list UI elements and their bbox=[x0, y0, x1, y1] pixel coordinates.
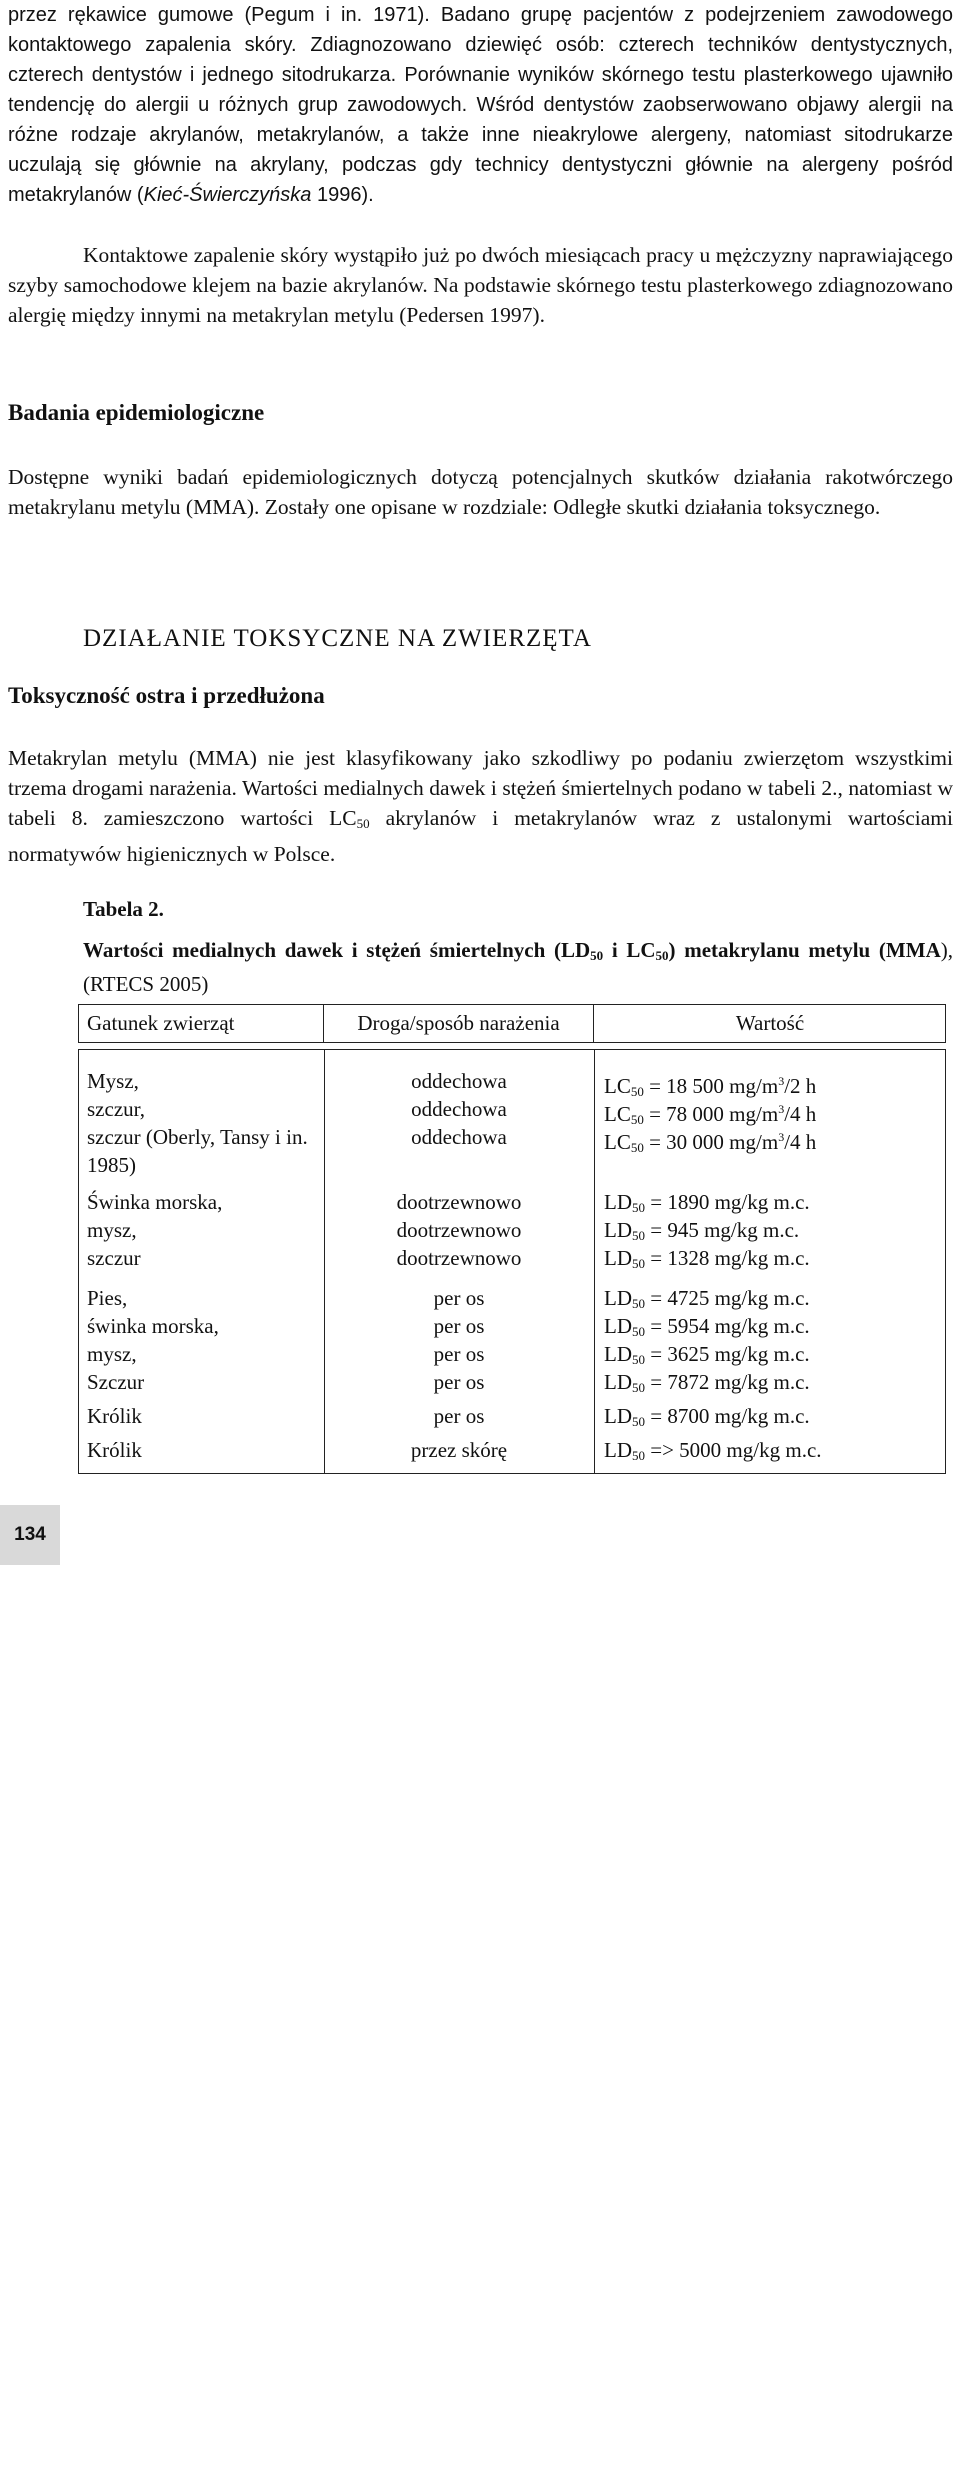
cell-species: świnka morska, bbox=[87, 1314, 219, 1338]
table-header-route: Droga/sposób narażenia bbox=[324, 1005, 594, 1042]
caption-source: ), (RTECS 2005) bbox=[83, 938, 953, 996]
page-number: 134 bbox=[14, 1524, 46, 1545]
value-prefix: LD bbox=[604, 1342, 632, 1366]
cell-species: mysz, bbox=[87, 1342, 137, 1366]
cell-route: oddechowa bbox=[411, 1097, 507, 1121]
value-value: = 1890 mg/kg m.c. bbox=[645, 1190, 810, 1214]
cell-value bbox=[594, 1123, 946, 1162]
value-sub: 50 bbox=[632, 1200, 645, 1215]
value-tail: /4 h bbox=[784, 1102, 817, 1126]
paragraph-text-end: 1996). bbox=[311, 184, 374, 206]
value-sub: 50 bbox=[630, 1084, 644, 1099]
value-sup: 3 bbox=[778, 1130, 785, 1144]
paragraph-text: Metakrylan metylu (MMA) nie jest klasyfikowany jako szkodliwy po podaniu zwierzętom wszystkimi trzema drogami narażenia. Wartości medialnych dawek i stężeń śmiertelnych podano w tabeli 2., natomiast w tabeli 8. zamieszczono wartości LC bbox=[8, 746, 953, 830]
toxicity-table bbox=[78, 1004, 948, 2478]
cell-species: szczur (Oberly, Tansy i in. 1985) bbox=[87, 1125, 308, 1177]
value-value: = 945 mg/kg m.c. bbox=[645, 1218, 800, 1242]
table-header-species: Gatunek zwierząt bbox=[79, 1005, 324, 1042]
cell-species: Szczur bbox=[87, 1370, 145, 1394]
value-sub: 50 bbox=[632, 1324, 645, 1339]
value-sup: 3 bbox=[778, 1102, 785, 1116]
value-tail: /4 h bbox=[784, 1130, 817, 1154]
value-sub: 50 bbox=[632, 1414, 645, 1429]
heading-epidemiology: Badania epidemiologiczne bbox=[8, 400, 265, 425]
value-sub: 50 bbox=[632, 1352, 645, 1367]
cell-species: szczur, bbox=[87, 1097, 146, 1121]
caption-subscript: 50 bbox=[590, 948, 604, 963]
cell-value bbox=[594, 1368, 946, 1402]
value-sub: 50 bbox=[632, 1256, 645, 1271]
value-value: = 8700 mg/kg m.c. bbox=[645, 1404, 810, 1428]
cell-species: szczur bbox=[87, 1246, 141, 1270]
paragraph-contact-dermatitis: Kontaktowe zapalenie skóry wystąpiło już po dwóch miesiącach pracy u mężczyzny naprawiającego szyby samochodowe klejem na bazie akrylanów. Na podstawie skórnego testu plasterkowego zdiagnozowano alergię między innymi na metakrylan metylu (Pedersen 1997). bbox=[8, 243, 953, 327]
table-label: Tabela 2. bbox=[83, 897, 164, 921]
cell-route: per os bbox=[433, 1370, 485, 1394]
value-prefix: LD bbox=[604, 1438, 632, 1462]
table-caption bbox=[83, 936, 953, 998]
value-prefix: LD bbox=[604, 1190, 632, 1214]
value-value: => 5000 mg/kg m.c. bbox=[645, 1438, 822, 1462]
paragraph-text-end: akrylanów i metakrylanów wraz z ustalonymi wartościami normatywów higienicznych w Polsce. bbox=[8, 806, 953, 866]
cell-route: per os bbox=[433, 1286, 485, 1310]
value-prefix: LD bbox=[604, 1286, 632, 1310]
value-prefix: LD bbox=[604, 1218, 632, 1242]
cell-species: Świnka morska, bbox=[87, 1190, 223, 1214]
cell-value bbox=[594, 1402, 946, 1436]
paragraph-allergy-groups bbox=[8, 0, 953, 210]
cell-value bbox=[594, 1436, 946, 1470]
value-prefix: LD bbox=[604, 1314, 632, 1338]
value-value: = 4725 mg/kg m.c. bbox=[645, 1286, 810, 1310]
cell-route: oddechowa bbox=[411, 1069, 507, 1093]
cell-species: mysz, bbox=[87, 1218, 137, 1242]
cell-species: Królik bbox=[87, 1404, 142, 1428]
value-tail: /2 h bbox=[784, 1074, 817, 1098]
value-prefix: LC bbox=[604, 1130, 631, 1154]
value-sub: 50 bbox=[632, 1380, 645, 1395]
cell-species: Królik bbox=[87, 1438, 142, 1462]
caption-part: i LC bbox=[603, 938, 656, 962]
cell-value bbox=[594, 1244, 946, 1278]
caption-part: Wartości medialnych dawek i stężeń śmiertelnych (LD bbox=[83, 938, 591, 962]
value-prefix: LD bbox=[604, 1246, 632, 1270]
paragraph-acute-toxicity bbox=[8, 743, 953, 869]
caption-part: ) metakrylanu metylu (MMA bbox=[668, 938, 941, 962]
subscript: 50 bbox=[356, 816, 370, 831]
value-value: = 18 500 mg/m bbox=[643, 1074, 779, 1098]
value-value: = 78 000 mg/m bbox=[643, 1102, 779, 1126]
cell-route: oddechowa bbox=[411, 1125, 507, 1149]
value-sub: 50 bbox=[632, 1448, 645, 1463]
cell-species: Pies, bbox=[87, 1286, 128, 1310]
value-value: = 30 000 mg/m bbox=[643, 1130, 779, 1154]
value-value: = 1328 mg/kg m.c. bbox=[645, 1246, 810, 1270]
paragraph-text: przez rękawice gumowe (Pegum i in. 1971). Badano grupę pacjentów z podejrzeniem zawodowego kontaktowego zapalenia skóry. Zdiagnozowano dziewięć osób: czterech techników dentystycznych, czterech dentystów i jednego sitodrukarza. Porównanie wyników skórnego testu plasterkowego ujawniło tendencję do alergii u różnych grup zawodowych. Wśród dentystów zaobserwowano objawy alergii na różne rodzaje akrylanów, metakrylanów, a także inne nieakrylowe alergeny, natomiast sitodrukarze uczulają się głównie na akrylany, podczas gdy technicy dentystyczni głównie na alergeny pośród metakrylanów ( bbox=[8, 4, 953, 206]
value-prefix: LD bbox=[604, 1370, 632, 1394]
value-prefix: LD bbox=[604, 1404, 632, 1428]
value-sup: 3 bbox=[778, 1074, 785, 1088]
value-sub: 50 bbox=[632, 1296, 645, 1311]
value-value: = 3625 mg/kg m.c. bbox=[645, 1342, 810, 1366]
value-prefix: LC bbox=[604, 1074, 631, 1098]
value-value: = 7872 mg/kg m.c. bbox=[645, 1370, 810, 1394]
cell-route: per os bbox=[433, 1404, 485, 1428]
cell-route: per os bbox=[433, 1342, 485, 1366]
cell-route: dootrzewnowo bbox=[396, 1218, 522, 1242]
cell-species: Mysz, bbox=[87, 1069, 139, 1093]
table-header-row bbox=[78, 1004, 946, 1043]
value-sub: 50 bbox=[630, 1140, 644, 1155]
value-sub: 50 bbox=[630, 1112, 644, 1127]
table-body bbox=[78, 1049, 946, 1474]
cell-route: przez skórę bbox=[410, 1438, 508, 1462]
heading-acute-toxicity: Toksyczność ostra i przedłużona bbox=[8, 683, 325, 708]
caption-subscript: 50 bbox=[655, 948, 669, 963]
value-prefix: LC bbox=[604, 1102, 631, 1126]
table-header-value: Wartość bbox=[735, 1011, 805, 1035]
paragraph-epidemiology: Dostępne wyniki badań epidemiologicznych dotyczą potencjalnych skutków działania rakotwórczego metakrylanu metylu (MMA). Zostały one opisane w rozdziale: Odległe skutki działania toksycznego. bbox=[8, 465, 953, 519]
citation-author: Kieć-Świerczyńska bbox=[143, 184, 312, 206]
chapter-heading: DZIAŁANIE TOKSYCZNE NA ZWIERZĘTA bbox=[83, 625, 592, 652]
cell-route: dootrzewnowo bbox=[396, 1190, 522, 1214]
page-number-box bbox=[0, 1505, 60, 1565]
value-value: = 5954 mg/kg m.c. bbox=[645, 1314, 810, 1338]
value-sub: 50 bbox=[632, 1228, 645, 1243]
cell-route: per os bbox=[433, 1314, 485, 1338]
cell-route: dootrzewnowo bbox=[396, 1246, 522, 1270]
